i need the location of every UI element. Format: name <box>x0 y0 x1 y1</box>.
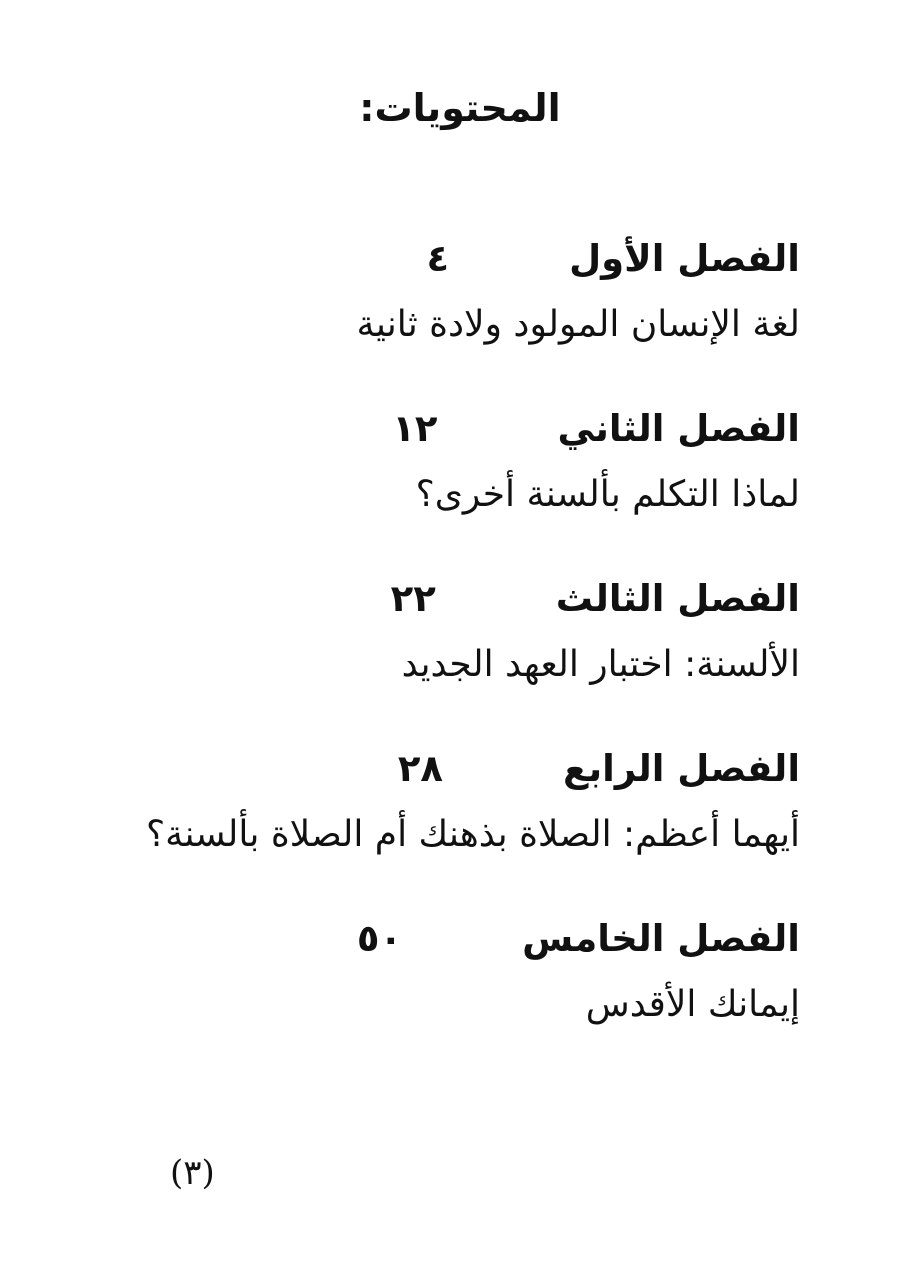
toc-entry-header <box>120 738 800 800</box>
page-number: (٣) <box>170 1153 215 1193</box>
toc-entry-header <box>120 568 800 630</box>
chapter-title: لماذا التكلم بألسنة أخرى؟ <box>415 474 800 515</box>
chapter-page-number: ٢٢ <box>390 577 436 620</box>
chapter-page-number: ٤ <box>426 237 450 280</box>
chapter-label: الفصل الثاني <box>557 407 800 450</box>
chapter-title: لغة الإنسان المولود ولادة ثانية <box>356 304 800 345</box>
toc-entry-chapter-5 <box>120 908 800 1036</box>
chapter-title: إيمانك الأقدس <box>585 984 800 1025</box>
chapter-page-number: ١٢ <box>392 407 438 450</box>
toc-entry-chapter-1 <box>120 228 800 356</box>
toc-entry-chapter-2 <box>120 398 800 526</box>
toc-entry-header <box>120 228 800 290</box>
toc-entry-header <box>120 908 800 970</box>
chapter-label: الفصل الخامس <box>522 917 800 960</box>
toc-entry-header <box>120 398 800 460</box>
chapter-label: الفصل الأول <box>569 237 800 280</box>
page-title: المحتويات: <box>359 86 561 130</box>
chapter-page-number: ٥٠ <box>356 917 403 960</box>
chapter-page-number: ٢٨ <box>397 747 443 790</box>
chapter-label: الفصل الرابع <box>562 747 800 790</box>
chapter-title: أيهما أعظم: الصلاة بذهنك أم الصلاة بألسنة؟ <box>146 814 800 855</box>
toc-entry-chapter-3 <box>120 568 800 696</box>
chapter-title: الألسنة: اختبار العهد الجديد <box>401 644 800 685</box>
toc-entry-chapter-4 <box>120 738 800 866</box>
chapter-label: الفصل الثالث <box>555 577 800 620</box>
table-of-contents <box>120 228 800 1078</box>
